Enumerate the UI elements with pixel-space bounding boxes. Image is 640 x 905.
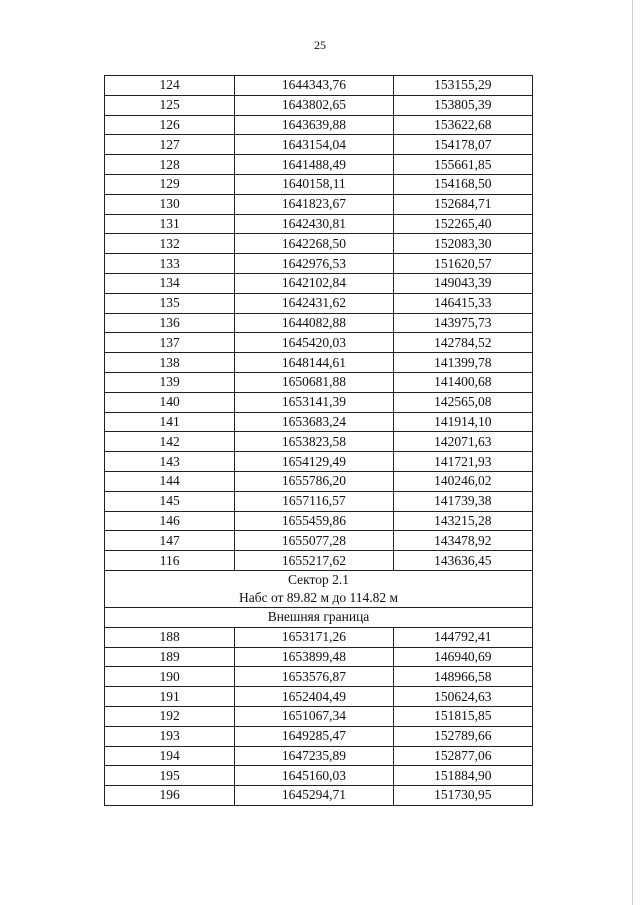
x-coordinate-cell: 1655786,20 — [235, 471, 393, 491]
table-row — [105, 174, 533, 194]
x-coordinate-cell: 1644082,88 — [235, 313, 393, 333]
x-coordinate-cell: 1653899,48 — [235, 647, 393, 667]
y-coordinate-cell: 150624,63 — [393, 687, 532, 707]
x-coordinate-cell: 1643802,65 — [235, 95, 393, 115]
x-coordinate-cell: 1653576,87 — [235, 667, 393, 687]
boundary-label: Внешняя граница — [105, 607, 533, 627]
point-number-cell: 125 — [105, 95, 235, 115]
table-row — [105, 155, 533, 175]
sector-header-row — [105, 570, 533, 607]
x-coordinate-cell: 1641488,49 — [235, 155, 393, 175]
point-number-cell: 137 — [105, 333, 235, 353]
y-coordinate-cell: 141400,68 — [393, 372, 532, 392]
x-coordinate-cell: 1645420,03 — [235, 333, 393, 353]
y-coordinate-cell: 142071,63 — [393, 432, 532, 452]
x-coordinate-cell: 1643154,04 — [235, 135, 393, 155]
table-row — [105, 273, 533, 293]
x-coordinate-cell: 1655459,86 — [235, 511, 393, 531]
y-coordinate-cell: 153805,39 — [393, 95, 532, 115]
x-coordinate-cell: 1650681,88 — [235, 372, 393, 392]
y-coordinate-cell: 146940,69 — [393, 647, 532, 667]
y-coordinate-cell: 151620,57 — [393, 254, 532, 274]
table-row — [105, 392, 533, 412]
y-coordinate-cell: 144792,41 — [393, 627, 532, 647]
table-section-points — [105, 76, 533, 571]
point-number-cell: 140 — [105, 392, 235, 412]
table-row — [105, 76, 533, 96]
x-coordinate-cell: 1653171,26 — [235, 627, 393, 647]
table-row — [105, 432, 533, 452]
x-coordinate-cell: 1642430,81 — [235, 214, 393, 234]
point-number-cell: 116 — [105, 551, 235, 571]
table-row — [105, 194, 533, 214]
coordinates-table — [104, 75, 533, 806]
x-coordinate-cell: 1641823,67 — [235, 194, 393, 214]
point-number-cell: 139 — [105, 372, 235, 392]
point-number-cell: 194 — [105, 746, 235, 766]
table-row — [105, 726, 533, 746]
x-coordinate-cell: 1642268,50 — [235, 234, 393, 254]
point-number-cell: 145 — [105, 491, 235, 511]
point-number-cell: 135 — [105, 293, 235, 313]
table-row — [105, 746, 533, 766]
scan-edge-line — [632, 0, 633, 905]
y-coordinate-cell: 151884,90 — [393, 766, 532, 786]
table-row — [105, 647, 533, 667]
x-coordinate-cell: 1645160,03 — [235, 766, 393, 786]
x-coordinate-cell: 1640158,11 — [235, 174, 393, 194]
sector-header-section — [105, 570, 533, 627]
y-coordinate-cell: 154168,50 — [393, 174, 532, 194]
x-coordinate-cell: 1648144,61 — [235, 353, 393, 373]
y-coordinate-cell: 152789,66 — [393, 726, 532, 746]
y-coordinate-cell: 146415,33 — [393, 293, 532, 313]
y-coordinate-cell: 143478,92 — [393, 531, 532, 551]
table-row — [105, 135, 533, 155]
table-row — [105, 214, 533, 234]
x-coordinate-cell: 1649285,47 — [235, 726, 393, 746]
x-coordinate-cell: 1642431,62 — [235, 293, 393, 313]
table-row — [105, 706, 533, 726]
y-coordinate-cell: 152083,30 — [393, 234, 532, 254]
x-coordinate-cell: 1642102,84 — [235, 273, 393, 293]
table-row — [105, 471, 533, 491]
table-row — [105, 452, 533, 472]
x-coordinate-cell: 1653141,39 — [235, 392, 393, 412]
point-number-cell: 190 — [105, 667, 235, 687]
point-number-cell: 196 — [105, 786, 235, 806]
table-row — [105, 687, 533, 707]
table-row — [105, 313, 533, 333]
y-coordinate-cell: 152877,06 — [393, 746, 532, 766]
point-number-cell: 132 — [105, 234, 235, 254]
y-coordinate-cell: 154178,07 — [393, 135, 532, 155]
table-row — [105, 511, 533, 531]
x-coordinate-cell: 1645294,71 — [235, 786, 393, 806]
y-coordinate-cell: 153155,29 — [393, 76, 532, 96]
point-number-cell: 128 — [105, 155, 235, 175]
point-number-cell: 131 — [105, 214, 235, 234]
table-section-outer-boundary — [105, 627, 533, 805]
table-row — [105, 234, 533, 254]
x-coordinate-cell: 1653683,24 — [235, 412, 393, 432]
point-number-cell: 130 — [105, 194, 235, 214]
table-row — [105, 627, 533, 647]
y-coordinate-cell: 152265,40 — [393, 214, 532, 234]
table-row — [105, 372, 533, 392]
point-number-cell: 133 — [105, 254, 235, 274]
x-coordinate-cell: 1652404,49 — [235, 687, 393, 707]
point-number-cell: 193 — [105, 726, 235, 746]
table-row — [105, 667, 533, 687]
point-number-cell: 127 — [105, 135, 235, 155]
table-row — [105, 531, 533, 551]
sector-height-range: Набс от 89.82 м до 114.82 м — [238, 589, 399, 605]
y-coordinate-cell: 141914,10 — [393, 412, 532, 432]
y-coordinate-cell: 143975,73 — [393, 313, 532, 333]
x-coordinate-cell: 1653823,58 — [235, 432, 393, 452]
y-coordinate-cell: 143636,45 — [393, 551, 532, 571]
y-coordinate-cell: 143215,28 — [393, 511, 532, 531]
table-row — [105, 353, 533, 373]
y-coordinate-cell: 142565,08 — [393, 392, 532, 412]
y-coordinate-cell: 140246,02 — [393, 471, 532, 491]
y-coordinate-cell: 151815,85 — [393, 706, 532, 726]
sector-title: Сектор 2.1 — [287, 571, 349, 587]
table-row — [105, 254, 533, 274]
point-number-cell: 191 — [105, 687, 235, 707]
point-number-cell: 141 — [105, 412, 235, 432]
table-row — [105, 333, 533, 353]
point-number-cell: 189 — [105, 647, 235, 667]
y-coordinate-cell: 153622,68 — [393, 115, 532, 135]
x-coordinate-cell: 1655077,28 — [235, 531, 393, 551]
table-row — [105, 115, 533, 135]
y-coordinate-cell: 141721,93 — [393, 452, 532, 472]
point-number-cell: 129 — [105, 174, 235, 194]
y-coordinate-cell: 142784,52 — [393, 333, 532, 353]
point-number-cell: 146 — [105, 511, 235, 531]
y-coordinate-cell: 141739,38 — [393, 491, 532, 511]
sector-header-cell — [105, 570, 533, 607]
x-coordinate-cell: 1644343,76 — [235, 76, 393, 96]
point-number-cell: 134 — [105, 273, 235, 293]
y-coordinate-cell: 152684,71 — [393, 194, 532, 214]
y-coordinate-cell: 141399,78 — [393, 353, 532, 373]
table-row — [105, 786, 533, 806]
table-row — [105, 412, 533, 432]
point-number-cell: 192 — [105, 706, 235, 726]
x-coordinate-cell: 1655217,62 — [235, 551, 393, 571]
x-coordinate-cell: 1651067,34 — [235, 706, 393, 726]
x-coordinate-cell: 1647235,89 — [235, 746, 393, 766]
point-number-cell: 126 — [105, 115, 235, 135]
point-number-cell: 144 — [105, 471, 235, 491]
x-coordinate-cell: 1642976,53 — [235, 254, 393, 274]
table-row — [105, 766, 533, 786]
point-number-cell: 195 — [105, 766, 235, 786]
x-coordinate-cell: 1654129,49 — [235, 452, 393, 472]
page-number: 25 — [314, 38, 326, 52]
table-row — [105, 293, 533, 313]
point-number-cell: 143 — [105, 452, 235, 472]
y-coordinate-cell: 148966,58 — [393, 667, 532, 687]
point-number-cell: 188 — [105, 627, 235, 647]
y-coordinate-cell: 151730,95 — [393, 786, 532, 806]
point-number-cell: 142 — [105, 432, 235, 452]
y-coordinate-cell: 149043,39 — [393, 273, 532, 293]
point-number-cell: 136 — [105, 313, 235, 333]
point-number-cell: 124 — [105, 76, 235, 96]
x-coordinate-cell: 1643639,88 — [235, 115, 393, 135]
point-number-cell: 138 — [105, 353, 235, 373]
table-row — [105, 551, 533, 571]
table-row — [105, 491, 533, 511]
boundary-row — [105, 607, 533, 627]
x-coordinate-cell: 1657116,57 — [235, 491, 393, 511]
point-number-cell: 147 — [105, 531, 235, 551]
y-coordinate-cell: 155661,85 — [393, 155, 532, 175]
table-row — [105, 95, 533, 115]
